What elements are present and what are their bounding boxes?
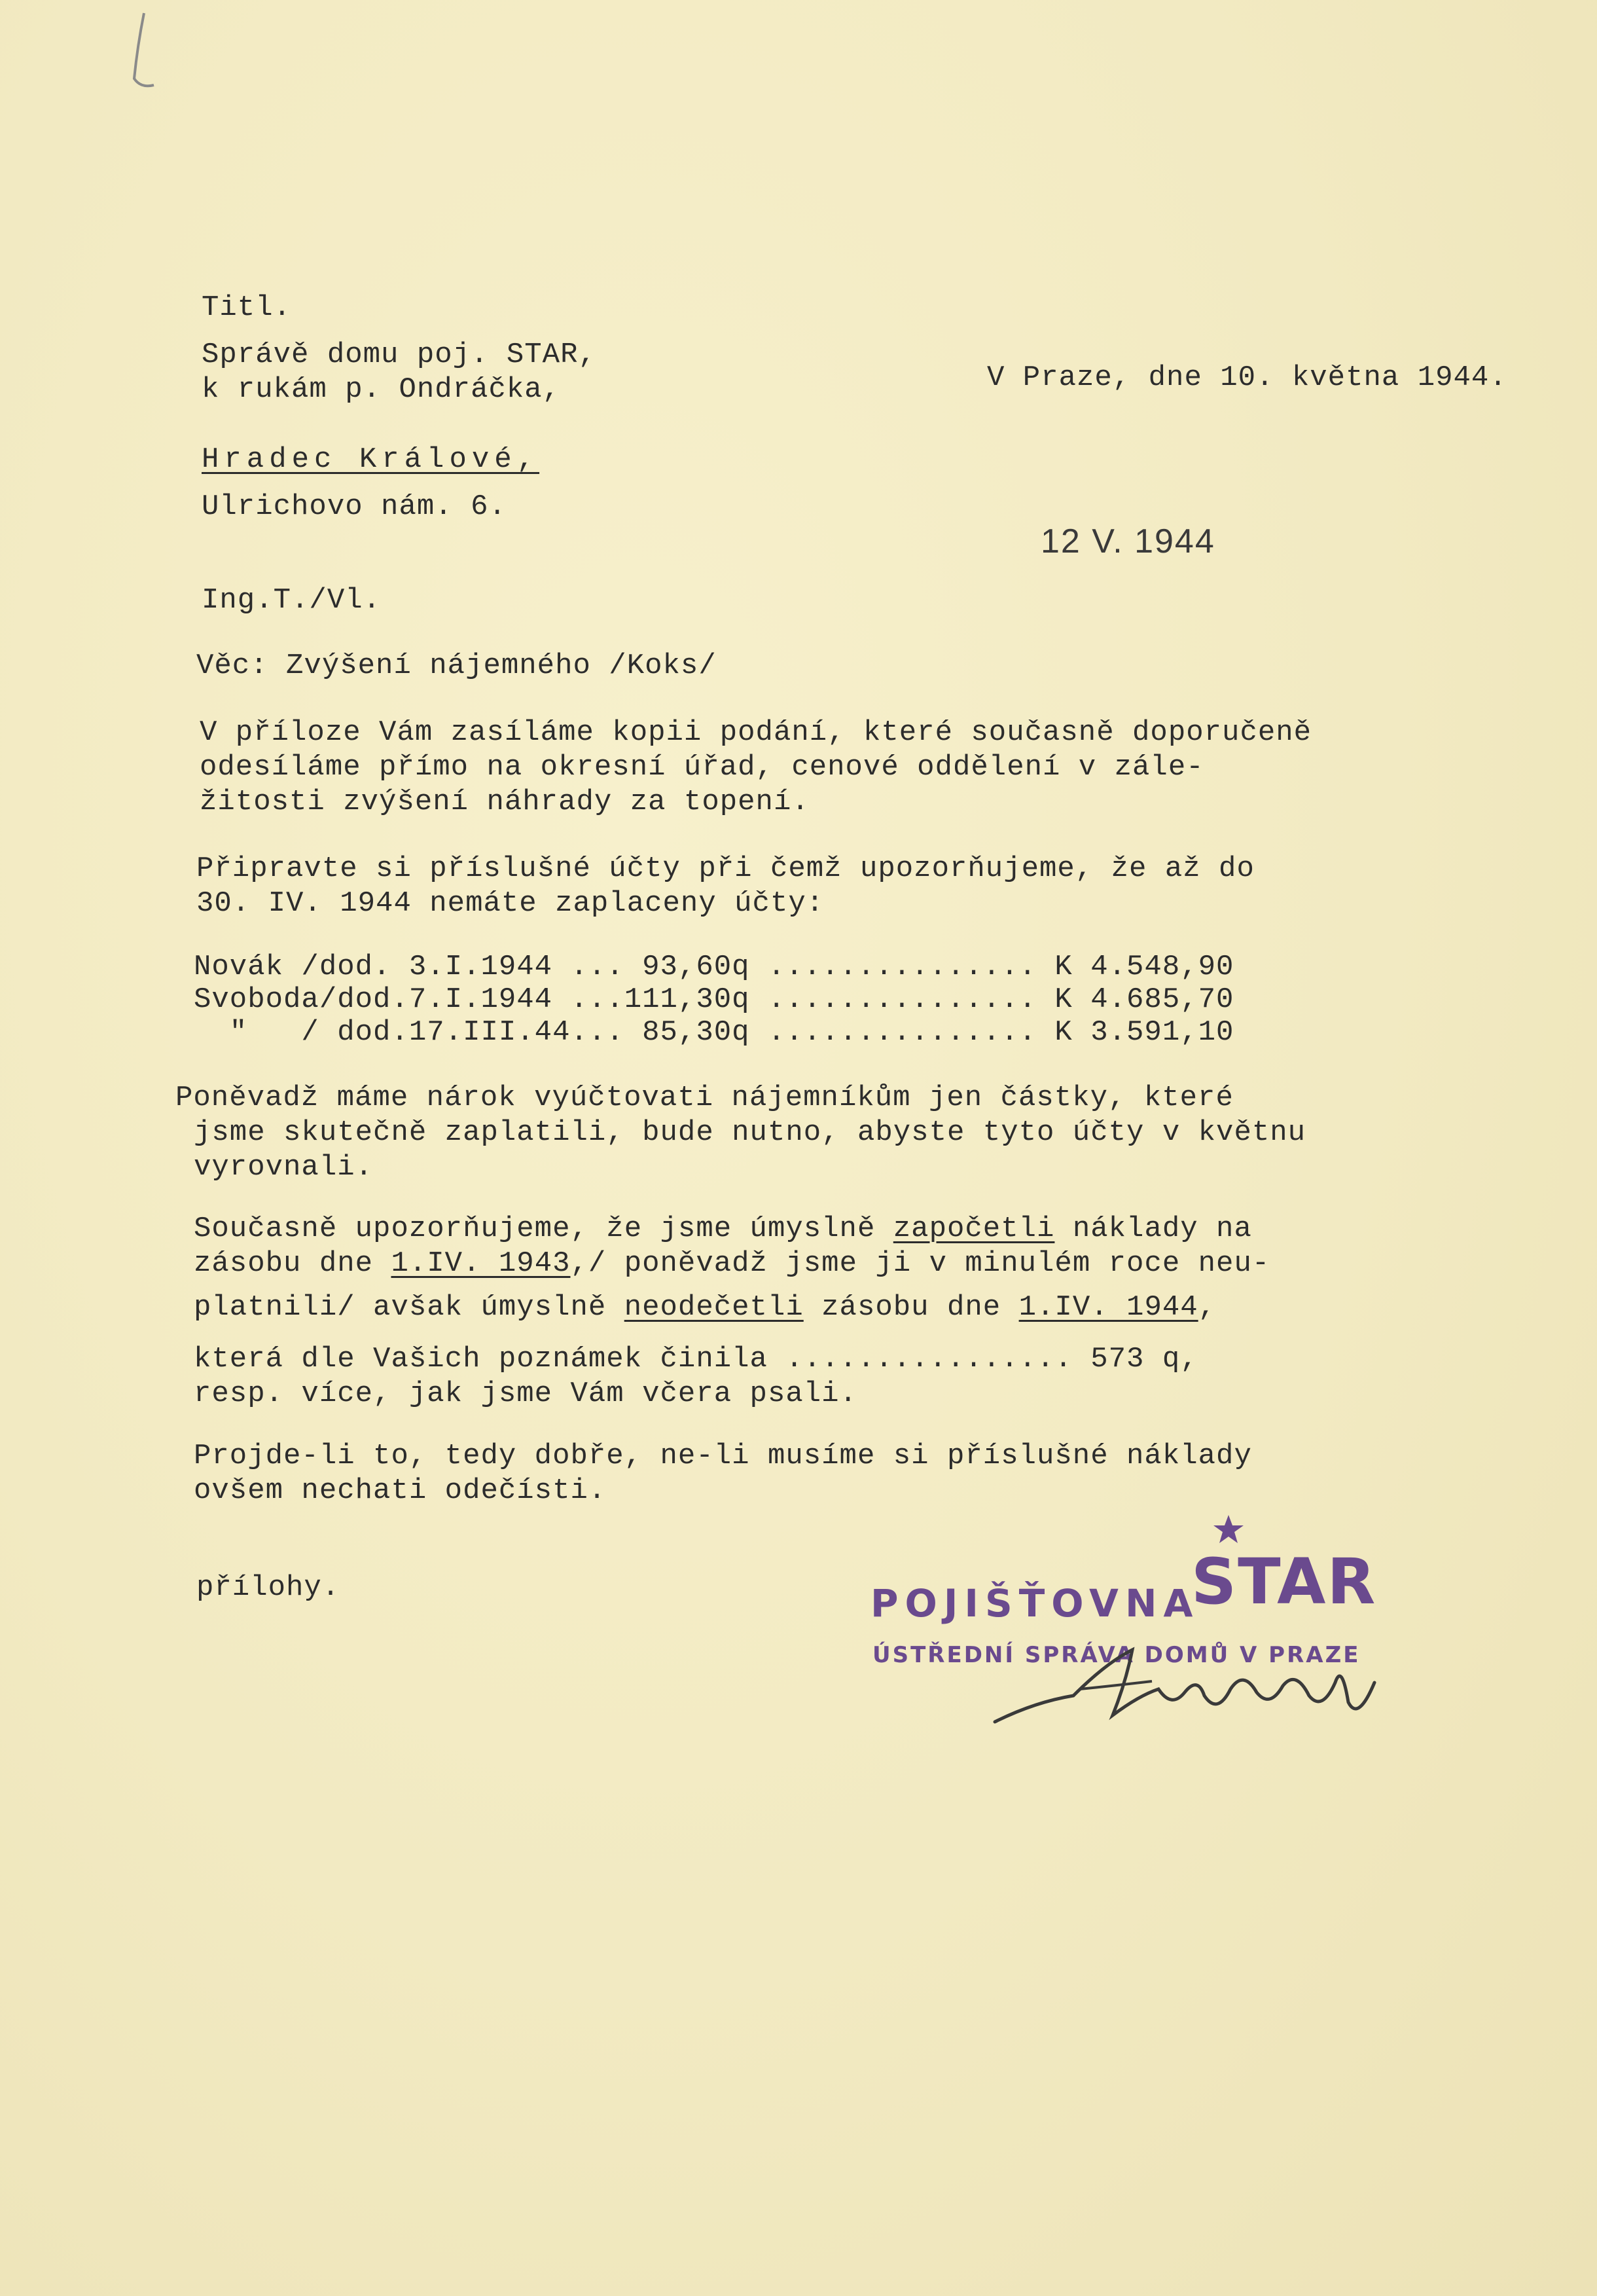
subject: Věc: Zvýšení nájemného /Koks/ [196,649,717,682]
paragraph-4-line-2: zásobu dne 1.IV. 1943,/ poněvadž jsme ji v minulém roce neu- [194,1247,1270,1280]
account-row-3: " / dod.17.III.44... 85,30q ............... K 3.591,10 [194,1016,1234,1049]
paragraph-5-line-2: ovšem nechati odečísti. [194,1474,607,1507]
place-date: V Praze, dne 10. května 1944. [987,361,1507,394]
account-row-1: Novák /dod. 3.I.1944 ... 93,60q ............... K 4.548,90 [194,951,1234,983]
recipient-line-2: k rukám p. Ondráčka, [202,373,561,406]
paragraph-1-line-3: žitosti zvýšení náhrady za topení. [200,786,810,818]
paragraph-3-line-2: jsme skutečně zaplatili, bude nutno, abyste tyto účty v květnu [194,1116,1306,1149]
paragraph-4-line-1: Současně upozorňujeme, že jsme úmyslně započetli náklady na [194,1212,1252,1245]
recipient-address: Ulrichovo nám. 6. [202,490,507,523]
reference: Ing.T./Vl. [202,584,382,617]
stamp-company-name: POJIŠŤOVNA [870,1581,1200,1626]
paragraph-3-line-1: Poněvadž máme nárok vyúčtovati nájemníkům jen částky, které [175,1082,1234,1114]
paragraph-2-line-1: Připravte si příslušné účty při čemž upozorňujeme, že až do [196,852,1255,885]
paragraph-4-line-4: která dle Vašich poznámek činila ................ 573 q, [194,1343,1198,1376]
recipient-line-1: Správě domu poj. STAR, [202,338,596,371]
paragraph-1-line-2: odesíláme přímo na okresní úřad, cenové oddělení v zále- [200,751,1204,784]
paragraph-5-line-1: Projde-li to, tedy dobře, ne-li musíme si příslušné náklady [194,1440,1252,1472]
signature [982,1624,1401,1741]
paragraph-1-line-1: V příloze Vám zasíláme kopii podání, které současně doporučeně [200,716,1312,749]
pencil-mark [118,7,170,98]
paragraph-2-line-2: 30. IV. 1944 nemáte zaplaceny účty: [196,887,825,920]
account-row-2: Svoboda/dod.7.I.1944 ...111,30q ............... K 4.685,70 [194,983,1234,1016]
paragraph-4-line-5: resp. více, jak jsme Vám včera psali. [194,1377,857,1410]
received-date-stamp: 12 V. 1944 [1041,522,1215,560]
enclosures-label: přílohy. [196,1571,340,1604]
recipient-city: Hradec Králové, [202,443,540,476]
stamp-star-logo: STAR [1191,1545,1377,1618]
paragraph-4-line-3: platnili/ avšak úmyslně neodečetli zásobu dne 1.IV. 1944, [194,1291,1217,1324]
stamp-star-icon [1212,1514,1245,1546]
paragraph-3-line-3: vyrovnali. [194,1151,374,1184]
salutation: Titl. [202,291,292,324]
stamp-department: ÚSTŘEDNÍ SPRÁVA DOMŮ V PRAZE [872,1642,1361,1668]
